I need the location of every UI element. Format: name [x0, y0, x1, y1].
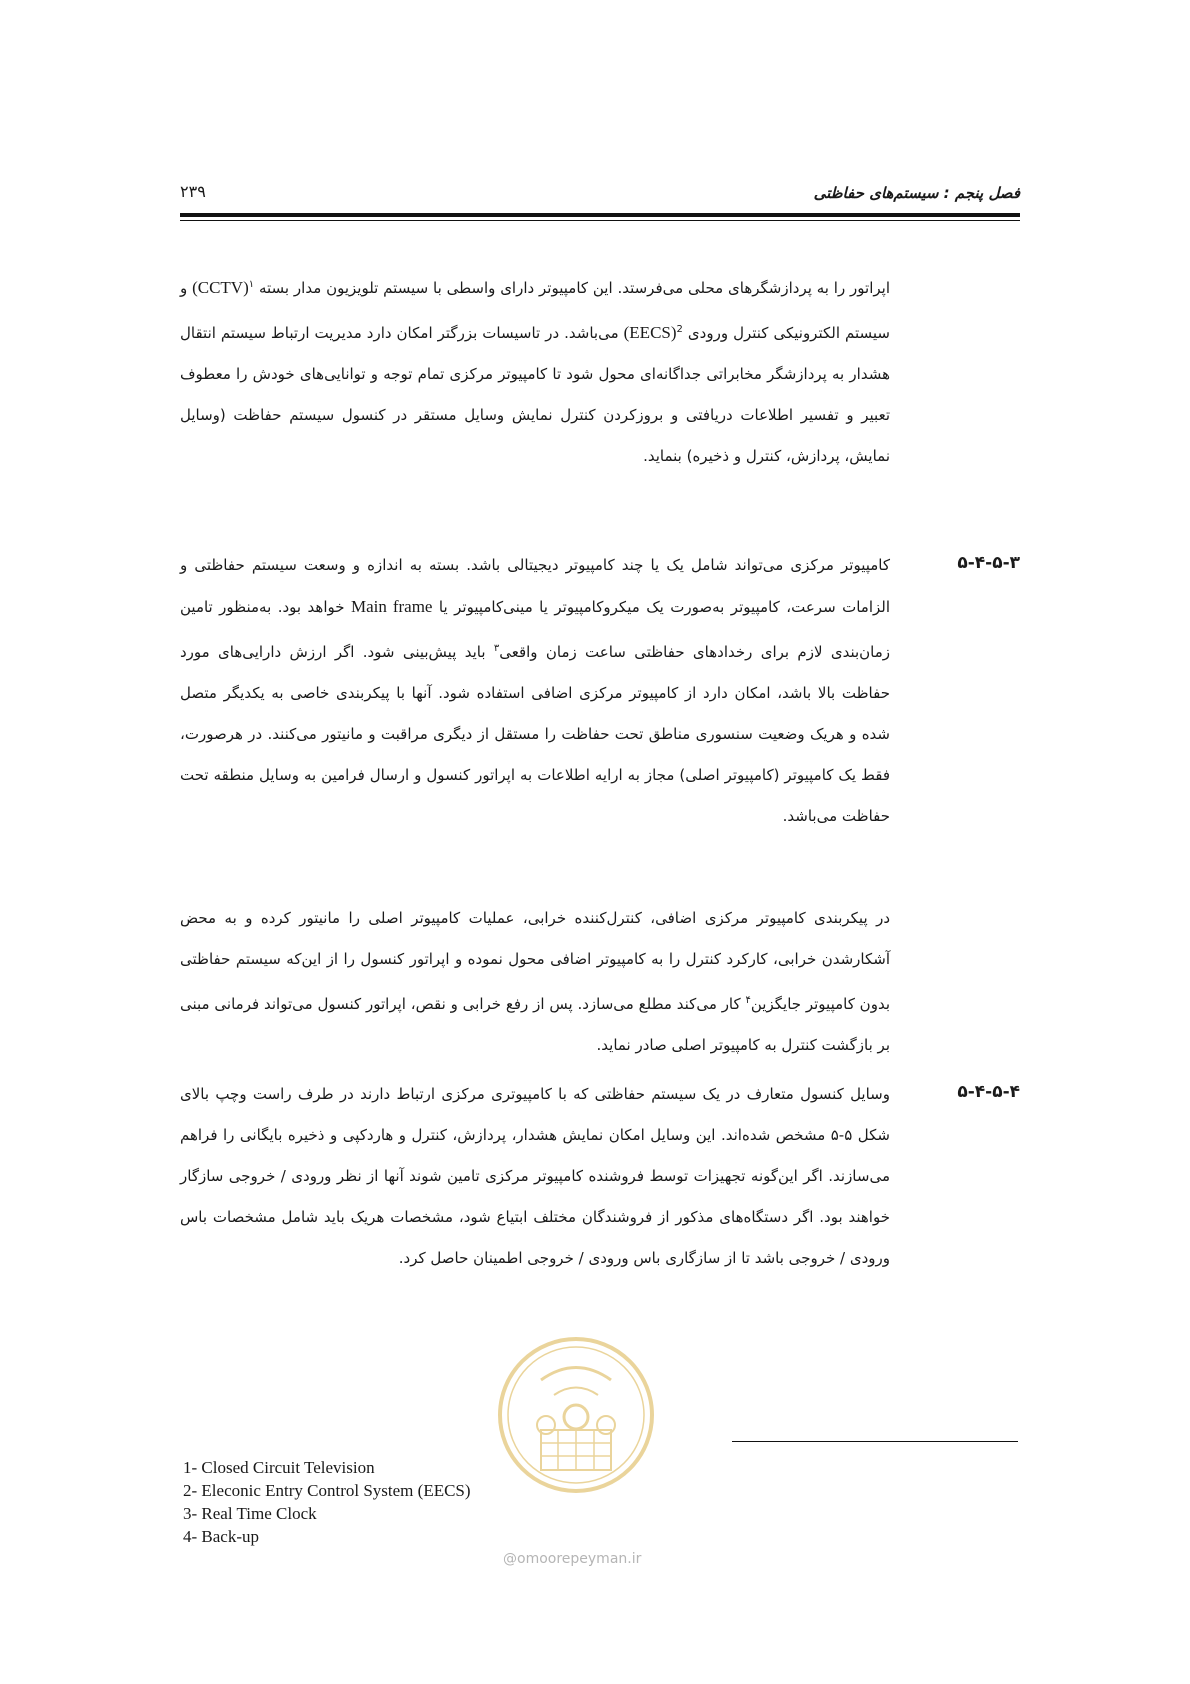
header-rule-thick	[180, 213, 1020, 217]
paragraph-intro	[180, 264, 890, 477]
footnote-ref-3: ۳	[493, 643, 500, 654]
section-number-3: ۵-۴-۵-۳	[957, 553, 1020, 573]
page-number: ۲۳۹	[180, 182, 206, 201]
at-icon: @	[503, 1551, 517, 1567]
header-rule-thin	[180, 220, 1020, 221]
paragraph-text: می‌باشد. در تاسیسات بزرگتر امکان دارد مدیریت ارتباط سیستم انتقال هشدار به پردازشگر مخابراتی جداگانه‌ای محول شود تا کامپیوتر مرکزی تمام توجه و توانایی‌های خودش را معطوف تعبیر و تفسیر اطلاعات دریافتی و بروزکردن کنترل نمایش وسایل مستقر در کنسول سیستم حفاظت (وسایل نمایش، پردازش، کنترل و ذخیره) بنماید.	[180, 324, 890, 465]
watermark-url	[503, 1551, 703, 1567]
paragraph-text: باید پیش‌بینی شود. اگر ارزش دارایی‌های مورد حفاظت بالا باشد، امکان دارد از کامپیوتر مرکزی اضافی استفاده شود. آنها با پیکربندی خاصی به یکدیگر متصل شده و هریک وضعیت سنسوری مناطق تحت حفاظت را مستقل از دیگری مراقبت و مانیتور می‌کنند. در هرصورت، فقط یک کامپیوتر (کامپیوتر اصلی) مجاز به ارایه اطلاعات به اپراتور کنسول و ارسال فرامین به وسایل منطقه تحت حفاظت می‌باشد.	[180, 643, 890, 825]
paragraph-text: در پیکربندی کامپیوتر مرکزی اضافی، کنترل‌کننده خرابی، عملیات کامپیوتر اصلی را مانیتور کرده و به محض آشکارشدن خرابی، کارکرد کنترل را به کامپیوتر اضافی محول نموده و اپراتور کنسول را از این‌که سیستم حفاظتی بدون کامپیوتر جایگزین	[180, 909, 890, 1013]
paragraph-section-3	[180, 545, 890, 837]
mainframe-term: Main frame	[351, 597, 433, 616]
paragraph-backup	[180, 898, 890, 1066]
watermark-url-text: omoorepeyman.ir	[517, 1551, 642, 1567]
eecs-abbrev: (EECS)	[623, 323, 677, 342]
footnote-2: 2- Eleconic Entry Control System (EECS)	[183, 1481, 471, 1500]
chapter-title: فصل پنجم : سیستم‌های حفاظتی	[813, 184, 1020, 202]
paragraph-text: خواهد بود. به‌منظور تامین زمان‌بندی لازم برای رخدادهای حفاظتی ساعت زمان واقعی	[180, 598, 891, 661]
paragraph-text: و سیستم الکترونیکی کنترل ورودی	[180, 279, 891, 342]
paragraph-section-4: وسایل کنسول متعارف در یک سیستم حفاظتی که با کامپیوتری مرکزی ارتباط دارند در طرف راست وچپ بالای شکل ۵-۵ مشخص شده‌اند. این وسایل امکان نمایش هشدار، پردازش، کنترل و هاردکپی و ذخیره بایگانی را فراهم می‌سازند. اگر این‌گونه تجهیزات توسط فروشنده کامپیوتر مرکزی تامین شوند آنها از نظر ورودی / خروجی سازگار خواهند بود. اگر دستگاه‌های مذکور از فروشندگان مختلف ابتیاع شود، مشخصات هریک باید شامل مشخصات باس ورودی / خروجی باشد تا از سازگاری باس ورودی / خروجی اطمینان حاصل کرد.	[180, 1085, 890, 1267]
paragraph-text: کامپیوتر مرکزی می‌تواند شامل یک یا چند کامپیوتر دیجیتالی باشد. بسته به اندازه و وسعت سیستم حفاظتی و الزامات سرعت، کامپیوتر به‌صورت یک میکروکامپیوتر یا مینی‌کامپیوتر یا	[180, 556, 891, 616]
footnote-4: 4- Back-up	[183, 1527, 260, 1546]
footnote-ref-4: ۴	[745, 995, 751, 1006]
footnote-1: 1- Closed Circuit Television	[183, 1458, 375, 1477]
footnote-ref-1: ۱	[248, 279, 255, 290]
footnote-separator	[732, 1441, 1018, 1442]
cctv-abbrev: (CCTV)	[192, 278, 249, 297]
section-number-4: ۵-۴-۵-۴	[957, 1082, 1020, 1102]
paragraph-text: کار می‌کند مطلع می‌سازد. پس از رفع خرابی و نقص، اپراتور کنسول می‌تواند فرمانی مبنی بر بازگشت کنترل به کامپیوتر اصلی صادر نماید.	[180, 995, 890, 1054]
page-header	[180, 180, 1020, 210]
footnote-3: 3- Real Time Clock	[183, 1504, 317, 1523]
paragraph-text: اپراتور را به پردازشگرهای محلی می‌فرستد. این کامپیوتر دارای واسطی با سیستم تلویزیون مدار بسته	[254, 279, 890, 297]
watermark-logo	[496, 1335, 656, 1495]
footnote-ref-2: 2	[676, 324, 683, 335]
